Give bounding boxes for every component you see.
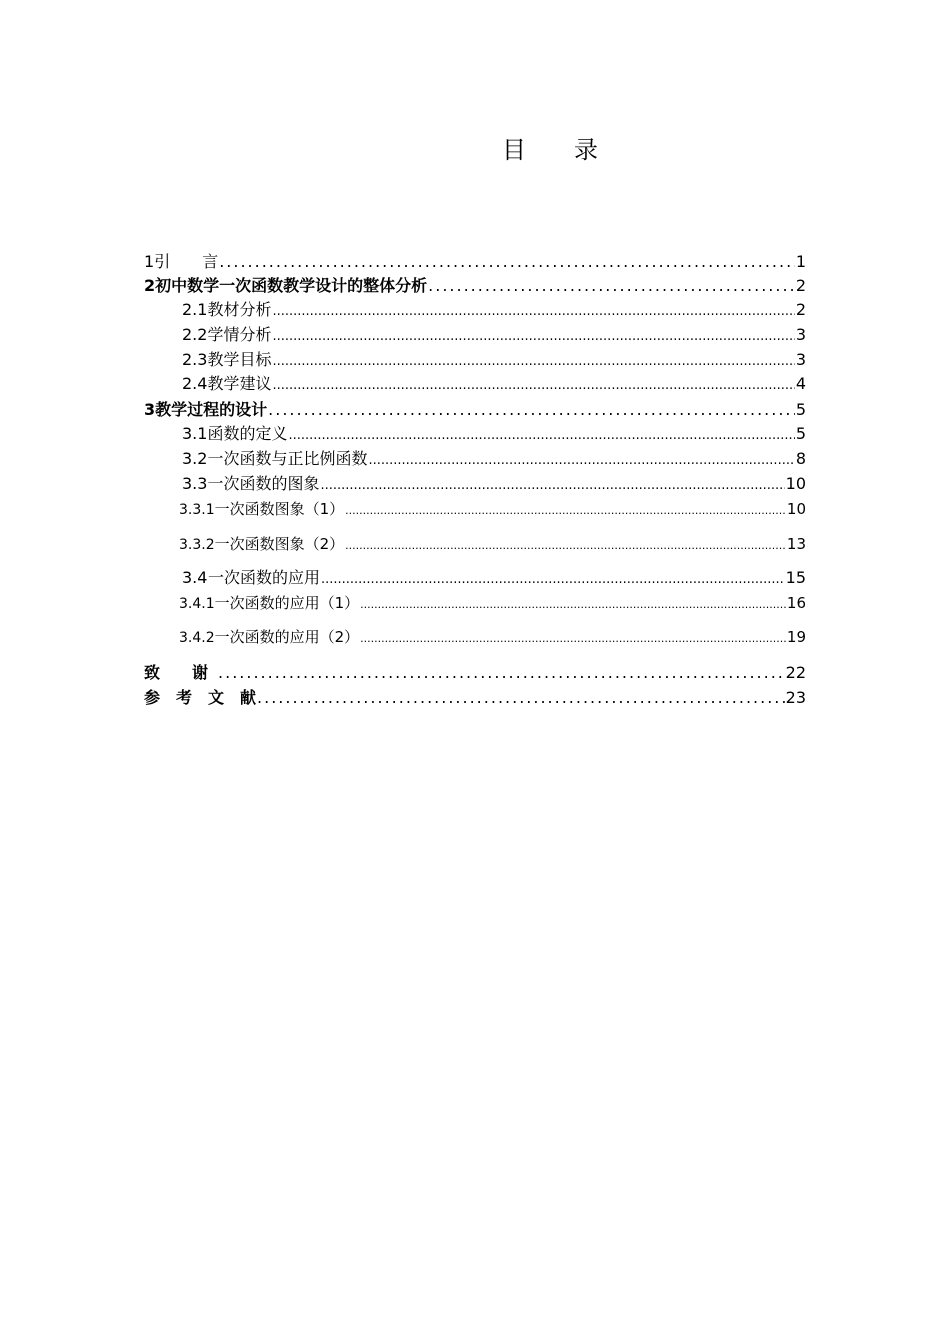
toc-entry-2-3[interactable]	[182, 350, 806, 372]
toc-leader-dots	[345, 536, 786, 556]
toc-entry-2-2[interactable]	[182, 325, 806, 347]
toc-entry-page: 22	[785, 663, 806, 682]
toc-leader-dots	[272, 352, 794, 372]
toc-entry-page: 1	[795, 252, 806, 271]
toc-entry-page: 5	[795, 400, 806, 419]
toc-entry-label: 一次函数的应用（2）	[214, 628, 360, 646]
toc-entry-page: 19	[786, 628, 806, 646]
toc-leader-dots	[321, 570, 785, 590]
toc-entry-page: 3	[795, 350, 806, 369]
toc-entry-teaching-process[interactable]	[144, 400, 806, 420]
toc-entry-number: 2.2	[182, 325, 208, 344]
toc-entry-3-3[interactable]	[182, 474, 806, 496]
toc-entry-3-3-1[interactable]	[179, 499, 806, 521]
toc-entry-references[interactable]	[144, 688, 806, 708]
toc-leader-dots	[219, 252, 795, 272]
toc-entry-page: 2	[795, 276, 806, 295]
toc-entry-overall-analysis[interactable]	[144, 276, 806, 296]
toc-entry-label: 致 谢	[144, 663, 209, 682]
toc-entry-page: 15	[785, 568, 806, 587]
toc-entry-number: 2	[144, 276, 156, 295]
toc-leader-dots	[360, 595, 786, 615]
toc-entry-number: 2.3	[182, 350, 208, 369]
toc-entry-label: 教材分析	[207, 300, 272, 319]
toc-entry-number: 3.2	[182, 449, 208, 468]
toc-leader-dots	[218, 663, 785, 683]
toc-leader-dots	[360, 629, 786, 649]
toc-entry-label: 学情分析	[207, 325, 272, 344]
toc-entry-3-1[interactable]	[182, 424, 806, 446]
toc-entry-label: 一次函数与正比例函数	[207, 449, 368, 468]
toc-entry-number: 3	[144, 400, 156, 419]
toc-entry-number: 3.4	[182, 568, 208, 587]
toc-entry-3-3-2[interactable]	[179, 534, 806, 556]
toc-entry-number: 1	[144, 252, 155, 271]
toc-entry-number: 3.3	[182, 474, 208, 493]
toc-entry-page: 13	[786, 535, 806, 553]
toc-entry-number: 2.4	[182, 374, 208, 393]
toc-leader-dots	[288, 426, 794, 446]
toc-entry-page: 8	[795, 449, 806, 468]
toc-entry-number: 3.4.1	[179, 596, 215, 612]
toc-leader-dots	[320, 476, 784, 496]
toc-entry-3-4-2[interactable]	[179, 627, 806, 649]
toc-entry-label: 教学目标	[207, 350, 272, 369]
toc-entry-number: 2.1	[182, 300, 208, 319]
title-char-1: 目	[502, 136, 526, 164]
toc-entry-label: 一次函数的图象	[207, 474, 320, 493]
toc-entry-label: 教学建议	[207, 374, 272, 393]
toc-entry-number: 3.3.2	[179, 537, 215, 553]
toc-entry-label: 一次函数图象（2）	[214, 535, 345, 553]
toc-entry-2-1[interactable]	[182, 300, 806, 322]
toc-entry-page: 5	[795, 424, 806, 443]
toc-entry-number: 3.4.2	[179, 630, 215, 646]
title-char-2: 录	[574, 136, 598, 164]
toc-entry-page: 4	[795, 374, 806, 393]
toc-entry-page: 2	[795, 300, 806, 319]
toc-leader-dots	[272, 302, 794, 322]
toc-entry-acknowledgements[interactable]	[144, 663, 806, 683]
toc-leader-dots	[268, 400, 795, 420]
toc-entry-label: 函数的定义	[207, 424, 288, 443]
toc-leader-dots	[345, 501, 786, 521]
toc-entry-3-4-1[interactable]	[179, 593, 806, 615]
toc-entry-page: 16	[786, 594, 806, 612]
toc-entry-3-4[interactable]	[182, 568, 806, 590]
toc-leader-dots	[428, 276, 795, 296]
toc-entry-3-2[interactable]	[182, 449, 806, 471]
toc-entry-page: 10	[785, 474, 806, 493]
toc-entry-page: 23	[785, 688, 806, 707]
toc-leader-dots	[368, 451, 794, 471]
toc-entry-page: 10	[786, 500, 806, 518]
toc-entry-label: 教学过程的设计	[155, 400, 268, 419]
toc-entry-label: 一次函数的应用（1）	[214, 594, 360, 612]
toc-entry-number: 3.3.1	[179, 502, 215, 518]
toc-entry-label: 初中数学一次函数教学设计的整体分析	[155, 276, 428, 295]
toc-leader-dots	[272, 327, 794, 347]
toc-entry-label: 一次函数图象（1）	[214, 500, 345, 518]
toc-entry-number: 3.1	[182, 424, 208, 443]
toc-entry-page: 3	[795, 325, 806, 344]
toc-entry-introduction[interactable]	[144, 252, 806, 272]
toc-entry-label: 一次函数的应用	[207, 568, 320, 587]
toc-entry-2-4[interactable]	[182, 374, 806, 396]
toc-entry-label: 参 考 文 献	[144, 688, 257, 707]
toc-leader-dots	[272, 376, 794, 396]
toc-entry-label: 引 言	[154, 252, 219, 271]
toc-leader-dots	[257, 688, 785, 708]
